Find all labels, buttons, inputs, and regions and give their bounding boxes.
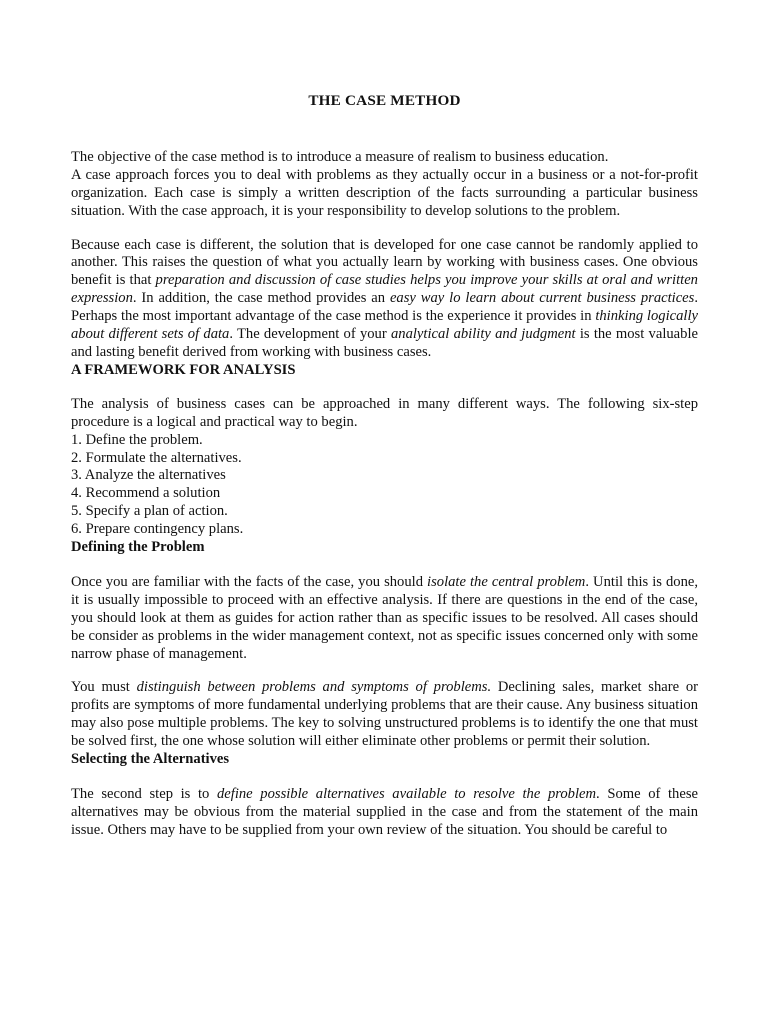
intro-line-1: The objective of the case method is to introduce a measure of realism to business education. — [71, 148, 609, 165]
framework-steps-list — [71, 432, 698, 539]
defining-paragraph-2 — [71, 679, 698, 751]
framework-heading: A FRAMEWORK FOR ANALYSIS — [71, 361, 296, 378]
intro-line-2: A case approach forces you to deal with problems as they actually occur in a business or a not-for-profit organization. Each case is simply a written description of the facts surrounding a particular business situation. With the case approach, it is your responsibility to develop solutions to the problem. — [71, 166, 698, 219]
benefits-paragraph — [71, 237, 698, 362]
benefits-italic-2: easy way lo learn about current business practices — [389, 290, 695, 307]
selecting-p1-text-2: . Some of these alternatives may be obvious from the material supplied in the case and from the statement of the main issue. Others may have to be supplied from your own review of the situation. You should be careful to — [71, 786, 698, 838]
defining-p2-text-1: You must — [71, 679, 137, 696]
framework-step: 5. Specify a plan of action. — [71, 503, 228, 520]
framework-step: 3. Analyze the alternatives — [71, 467, 226, 484]
intro-paragraph — [71, 149, 698, 221]
selecting-heading: Selecting the Alternatives — [71, 751, 230, 768]
framework-intro: The analysis of business cases can be approached in many different ways. The following six-step procedure is a logical and practical way to begin. — [71, 395, 698, 430]
benefits-italic-3: thinking logically about different sets of data — [71, 308, 698, 343]
framework-step: 6. Prepare contingency plans. — [71, 521, 244, 538]
benefits-text-3: . Perhaps the most important advantage of the case method is the experience it provides in — [71, 290, 698, 325]
selecting-p1-italic: define possible alternatives available to resolve the problem — [217, 786, 597, 802]
defining-p2-italic: distinguish between problems and symptoms of problems. — [136, 679, 492, 696]
defining-p1-text-1: Once you are familiar with the facts of the case, you should — [71, 573, 428, 590]
defining-p2-text-2: Declining sales, market share or profits are symptoms of more fundamental underlying problems that are their cause. Any business situation may also pose multiple problems. The key to solving unstructured problems is to identify the one that must be solved first, the one whose solution will either eliminate other problems or permit their solution. — [71, 679, 698, 750]
defining-paragraph-1 — [71, 574, 698, 664]
defining-heading: Defining the Problem — [71, 539, 205, 556]
benefits-italic-1: preparation and discussion of case studies helps you improve your skills at oral and written expression — [71, 272, 698, 307]
benefits-italic-4: analytical ability and judgment — [390, 326, 576, 343]
benefits-text-5: is the most valuable and lasting benefit derived from working with business cases. — [71, 326, 698, 360]
framework-step: 1. Define the problem. — [71, 431, 203, 448]
benefits-text-4: . The development of your — [229, 326, 391, 343]
benefits-text-1: Because each case is different, the solution that is developed for one case cannot be randomly applied to another. This raises the question of what you actually learn by working with business cases. One obvious benefit is that — [71, 236, 698, 289]
selecting-paragraph-1 — [71, 786, 698, 840]
benefits-text-2: . In addition, the case method provides an — [132, 290, 390, 307]
framework-step: 2. Formulate the alternatives. — [71, 449, 242, 466]
defining-p1-text-2: . Until this is done, it is usually impossible to proceed with an effective analysis. If there are questions in the end of the case, you should look at them as guides for action rather than as specific issues to be resolved. All cases should be consider as problems in the wider management context, not as specific issues concerned only with some narrow phase of management. — [71, 573, 699, 662]
defining-p1-italic: isolate the central problem — [427, 573, 586, 590]
document-page — [71, 92, 698, 840]
framework-step: 4. Recommend a solution — [71, 485, 221, 502]
page-title: THE CASE METHOD — [308, 92, 461, 109]
selecting-p1-text-1: The second step is to — [71, 786, 217, 802]
